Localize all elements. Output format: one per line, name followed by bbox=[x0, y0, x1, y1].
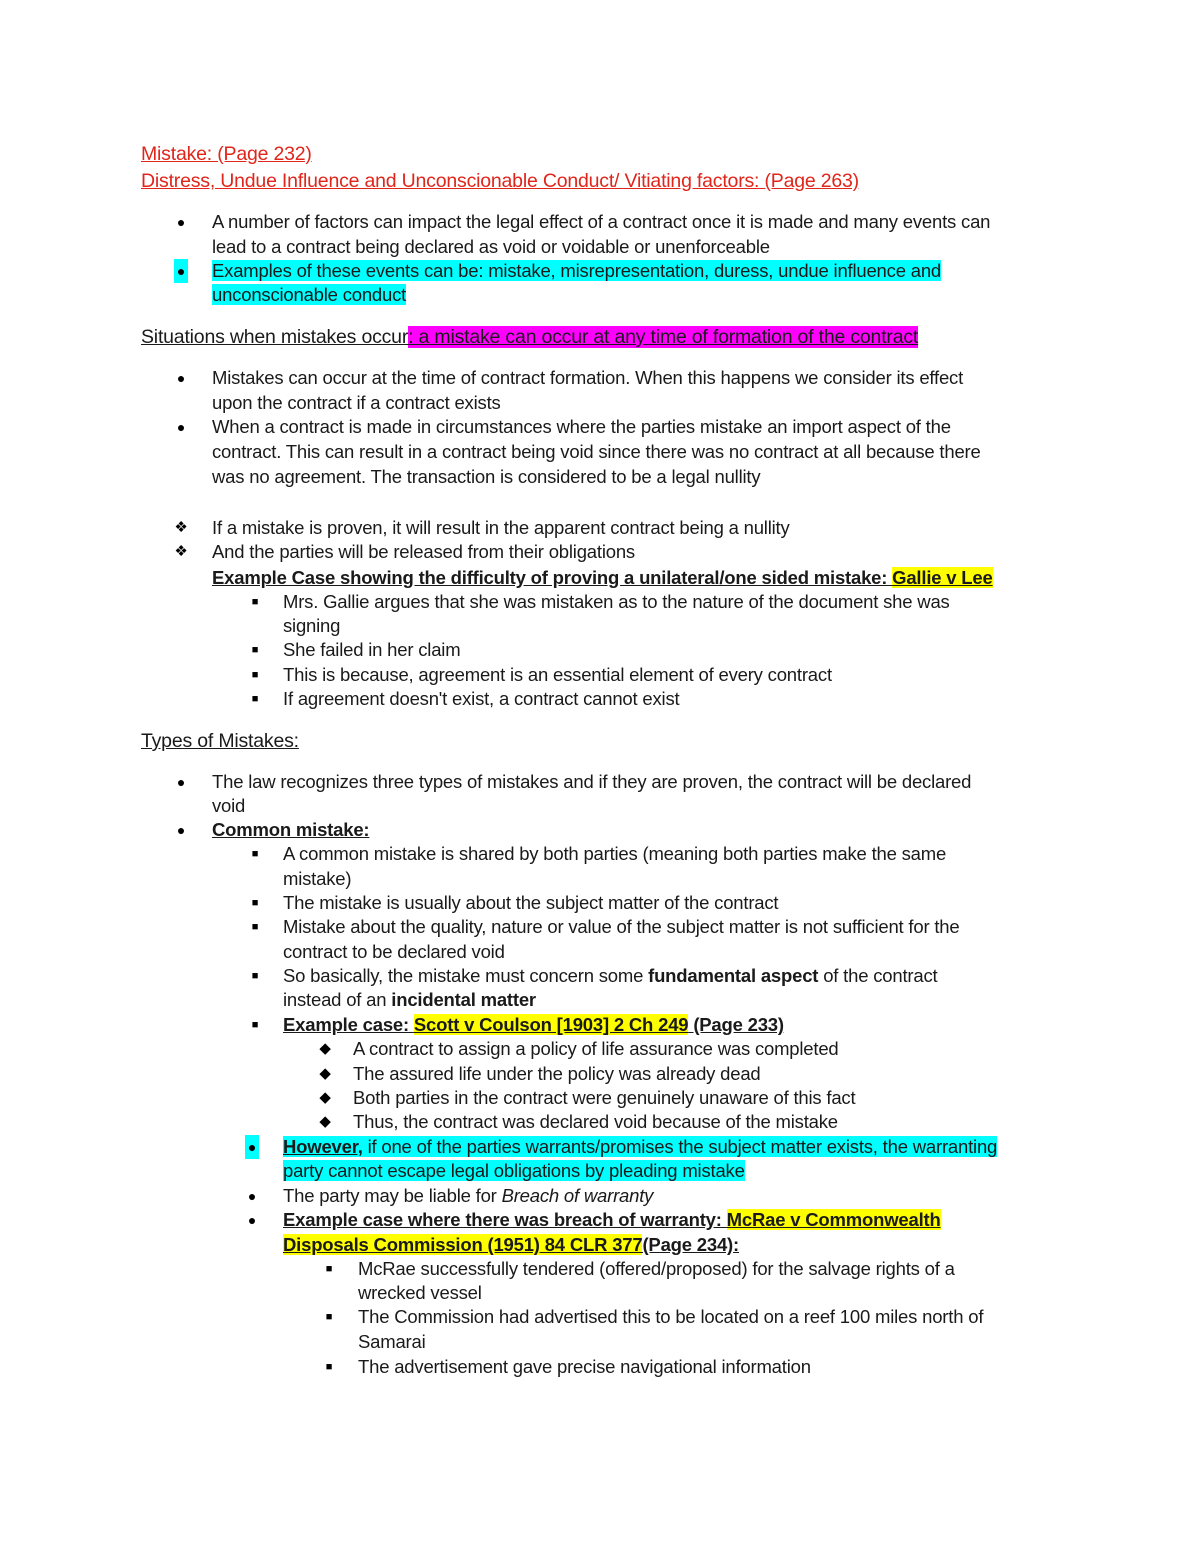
scott-case-page: (Page 233) bbox=[688, 1014, 784, 1035]
square-bullet-icon: ■ bbox=[251, 921, 259, 933]
incidental-matter-text: incidental matter bbox=[391, 989, 536, 1010]
square-bullet-icon: ■ bbox=[325, 1263, 333, 1275]
situations-bullet-2-line-3: was no agreement. The transaction is considered to be a legal nullity bbox=[212, 466, 761, 487]
situations-bullet-2-line-2: contract. This can result in a contract being void since there was no contract at all because there bbox=[212, 441, 981, 462]
mcrae-case-name-2: Disposals Commission (1951) 84 CLR 377 bbox=[283, 1234, 643, 1255]
common-point-2: The mistake is usually about the subject matter of the contract bbox=[283, 892, 779, 913]
intro-bullet-1-line-2: lead to a contract being declared as void or voidable or unenforceable bbox=[212, 236, 770, 257]
party-liable-text: The party may be liable for bbox=[283, 1185, 502, 1206]
breach-of-warranty-text: Breach of warranty bbox=[501, 1185, 654, 1206]
square-bullet-icon: ■ bbox=[251, 970, 259, 982]
mcrae-point-2-line-1: The Commission had advertised this to be located on a reef 100 miles north of bbox=[358, 1306, 984, 1327]
bullet-dot-icon: ● bbox=[247, 1212, 257, 1228]
diamond-bullet-icon: ◆ bbox=[319, 1089, 331, 1106]
common-point-1-line-2: mistake) bbox=[283, 868, 352, 889]
mcrae-case-line-2 bbox=[283, 1233, 739, 1257]
mcrae-case-name-1: McRae v Commonwealth bbox=[726, 1209, 941, 1230]
bullet-dot-icon: ● bbox=[176, 774, 186, 790]
mcrae-case-label: Example case where there was breach of warranty: bbox=[283, 1209, 727, 1230]
common-point-4-text-2: instead of an bbox=[283, 989, 392, 1010]
types-heading: Types of Mistakes: bbox=[141, 730, 299, 752]
situations-diamond-2: And the parties will be released from their obligations bbox=[212, 541, 635, 562]
bullet-dot-icon: ● bbox=[174, 259, 188, 283]
gallie-point-1-line-2: signing bbox=[283, 615, 341, 636]
title-distress: Distress, Undue Influence and Unconscionable Conduct/ Vitiating factors: (Page 263) bbox=[141, 170, 859, 192]
square-bullet-icon: ■ bbox=[251, 596, 259, 608]
common-mistake-heading: Common mistake: bbox=[212, 819, 370, 840]
common-point-3-line-1: Mistake about the quality, nature or value of the subject matter is not sufficient for the bbox=[283, 916, 960, 937]
mcrae-case-page: (Page 234): bbox=[642, 1234, 739, 1255]
diamond-bullet-icon: ◆ bbox=[319, 1040, 331, 1057]
common-point-1-line-1: A common mistake is shared by both parties (meaning both parties make the same bbox=[283, 843, 947, 864]
situations-bullet-2-line-1: When a contract is made in circumstances where the parties mistake an import aspect of the bbox=[212, 416, 951, 437]
title-mistake: Mistake: (Page 232) bbox=[141, 143, 312, 165]
common-point-4-text: So basically, the mistake must concern some bbox=[283, 965, 649, 986]
gallie-case-label: Example Case showing the difficulty of proving a unilateral/one sided mistake: bbox=[212, 567, 893, 588]
scott-point-1: A contract to assign a policy of life assurance was completed bbox=[353, 1038, 839, 1059]
however-line-2 bbox=[283, 1159, 745, 1183]
bullet-dot-icon: ● bbox=[247, 1188, 257, 1204]
square-bullet-icon: ■ bbox=[251, 1019, 259, 1031]
scott-case-line bbox=[283, 1013, 784, 1037]
bullet-dot-icon: ● bbox=[176, 214, 186, 230]
bullet-dot-icon: ● bbox=[245, 1135, 259, 1159]
intro-highlight-events: mistake, misrepresentation, duress, undue influence and bbox=[488, 260, 941, 281]
party-liable-line bbox=[283, 1184, 653, 1208]
common-point-4-text-end: of the contract bbox=[818, 965, 938, 986]
mcrae-point-2-line-2: Samarai bbox=[358, 1331, 426, 1352]
intro-bullet-2-lead: Examples of these events can be: bbox=[212, 260, 489, 281]
square-bullet-icon: ■ bbox=[251, 693, 259, 705]
square-bullet-icon: ■ bbox=[325, 1361, 333, 1373]
however-text-2: party cannot escape legal obligations by pleading mistake bbox=[283, 1160, 745, 1181]
common-point-4-line-1 bbox=[283, 964, 937, 988]
scott-point-2: The assured life under the policy was already dead bbox=[353, 1063, 761, 1084]
square-bullet-icon: ■ bbox=[251, 669, 259, 681]
scott-case-name: Scott v Coulson [1903] 2 Ch 249 bbox=[413, 1014, 689, 1035]
diamond-bullet-icon: ◆ bbox=[319, 1065, 331, 1082]
gallie-point-2: She failed in her claim bbox=[283, 639, 461, 660]
situations-bullet-1-line-2: upon the contract if a contract exists bbox=[212, 392, 501, 413]
bullet-dot-icon: ● bbox=[176, 419, 186, 435]
gallie-case-name: Gallie v Lee bbox=[892, 567, 993, 588]
scott-case-label: Example case: bbox=[283, 1014, 414, 1035]
gallie-point-1-line-1: Mrs. Gallie argues that she was mistaken as to the nature of the document she was bbox=[283, 591, 950, 612]
situations-heading-text: Situations when mistakes occur bbox=[141, 326, 409, 348]
square-bullet-icon: ■ bbox=[251, 644, 259, 656]
mcrae-point-1-line-2: wrecked vessel bbox=[358, 1282, 482, 1303]
square-bullet-icon: ■ bbox=[325, 1311, 333, 1323]
intro-bullet-2-line-1 bbox=[212, 259, 941, 283]
mcrae-point-3: The advertisement gave precise navigational information bbox=[358, 1356, 811, 1377]
situations-heading-highlight: : a mistake can occur at any time of formation of the contract bbox=[408, 326, 919, 348]
bullet-dot-icon: ● bbox=[176, 822, 186, 838]
common-point-3-line-2: contract to be declared void bbox=[283, 941, 505, 962]
gallie-point-4: If agreement doesn't exist, a contract cannot exist bbox=[283, 688, 680, 709]
scott-point-4: Thus, the contract was declared void because of the mistake bbox=[353, 1111, 838, 1132]
types-bullet-1-line-2: void bbox=[212, 795, 246, 816]
intro-bullet-2-line-2 bbox=[212, 283, 406, 307]
square-bullet-icon: ■ bbox=[251, 848, 259, 860]
square-bullet-icon: ■ bbox=[251, 897, 259, 909]
diamond-bullet-icon: ◆ bbox=[319, 1113, 331, 1130]
intro-bullet-1-line-1: A number of factors can impact the legal effect of a contract once it is made and many events can bbox=[212, 211, 991, 232]
diamond-bullet-icon: ❖ bbox=[174, 543, 188, 560]
situations-diamond-1: If a mistake is proven, it will result in the apparent contract being a nullity bbox=[212, 517, 790, 538]
mcrae-point-1-line-1: McRae successfully tendered (offered/proposed) for the salvage rights of a bbox=[358, 1258, 955, 1279]
intro-highlight-conduct: unconscionable conduct bbox=[212, 284, 407, 305]
common-point-4-line-2 bbox=[283, 988, 536, 1012]
however-label: However, bbox=[283, 1136, 363, 1157]
gallie-case-line bbox=[212, 566, 993, 590]
however-line-1 bbox=[283, 1135, 997, 1159]
diamond-bullet-icon: ❖ bbox=[174, 519, 188, 536]
scott-point-3: Both parties in the contract were genuinely unaware of this fact bbox=[353, 1087, 856, 1108]
types-bullet-1-line-1: The law recognizes three types of mistakes and if they are proven, the contract will be declared bbox=[212, 771, 972, 792]
mcrae-case-line-1 bbox=[283, 1208, 941, 1232]
situations-bullet-1-line-1: Mistakes can occur at the time of contract formation. When this happens we consider its effect bbox=[212, 367, 964, 388]
bullet-dot-icon: ● bbox=[176, 370, 186, 386]
however-text: if one of the parties warrants/promises the subject matter exists, the warranting bbox=[362, 1136, 998, 1157]
situations-heading bbox=[141, 325, 918, 349]
fundamental-aspect-text: fundamental aspect bbox=[648, 965, 819, 986]
gallie-point-3: This is because, agreement is an essential element of every contract bbox=[283, 664, 832, 685]
